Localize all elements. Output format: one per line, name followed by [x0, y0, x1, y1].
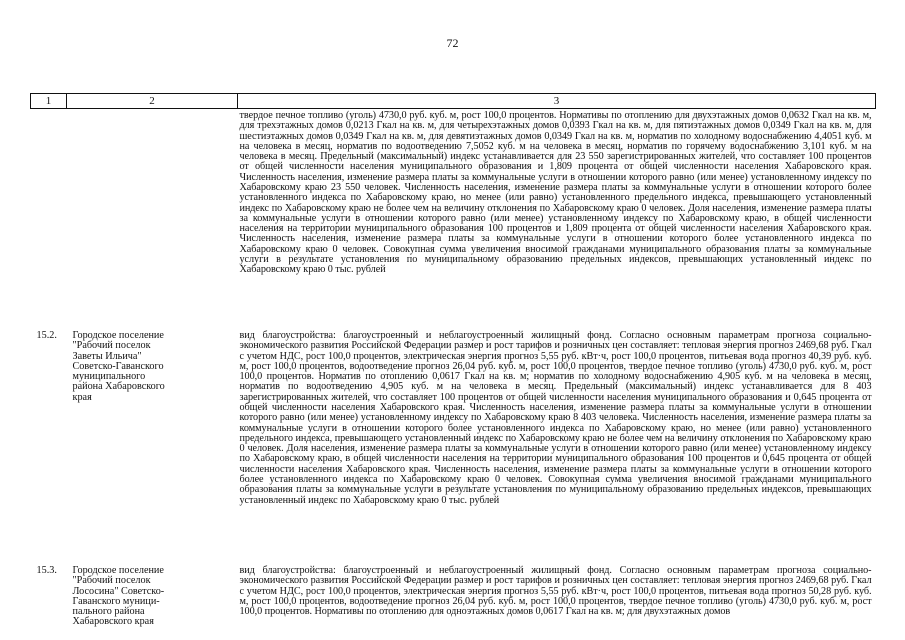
municipality-name: Городское поселение "Рабочий поселок Заветы Ильича" Советско-Гаванского муниципального района Хабаровского края	[72, 330, 165, 403]
table-row	[31, 323, 876, 556]
table-header-row	[31, 94, 876, 109]
page-number: 72	[446, 36, 459, 50]
column-header-2: 2	[67, 94, 238, 109]
municipality-name	[67, 109, 238, 324]
table-row	[31, 556, 876, 631]
table-row	[31, 109, 876, 324]
municipality-name: Городское поселение "Рабочий поселок Лососина" Советско- Гаванского муници- пального района Хабаровского края	[72, 565, 165, 628]
row-number: 15.3.	[36, 565, 57, 576]
tariff-table	[30, 93, 876, 631]
row-description: вид благоустройства: благоустроенный и неблагоустроенный жилищный фонд. Согласно основным параметрам прогноза социально-экономического развития Российской Федерации размер и рост тарифов и розничных цен составляет: тепловая энергия прогноз 2469,68 руб. Гкал с учетом НДС, рост 100,0 процентов, электрическая энергия прогноз 5,55 руб. кВт·ч, рост 100,0 процентов, питьевая вода прогноз 50,28 руб. куб. м, рост 100,0 процентов, водоотведение прогноз 26,04 руб. куб. м, рост 100,0 процентов, твердое печное топливо (уголь) 4730,0 руб. куб. м, рост 100,0 процентов. Нормативы по отоплению для одноэтажных домов 0,0617 Гкал на кв. м; для двухэтажных домов	[239, 565, 872, 618]
row-description: вид благоустройства: благоустроенный и неблагоустроенный жилищный фонд. Согласно основным параметрам прогноза социально-экономического развития Российской Федерации размер и рост тарифов и розничных цен составляет: тепловая энергия прогноз 2469,68 руб. Гкал с учетом НДС, рост 100,0 процентов, электрическая энергия прогноз 5,55 руб. кВт·ч, рост 100,0 процентов, питьевая вода прогноз 40,39 руб. куб. м, рост 100,0 процентов, водоотведение прогноз 26,04 руб. куб. м, рост 100,0 процентов, твердое печное топливо (уголь) 4730,0 руб. куб. м, рост 100,0 процентов. Норматив по отоплению 0,0617 Гкал на кв. м; норматив по холодному водоснабжению 4,905 куб. м на человека в месяц, норматив по водоотведению 4,905 куб. м на человека в месяц. Предельный (максимальный) индекс устанавливается для 8 403 зарегистрированных жителей, что составляет 100 процентов от общей численности населения муниципального образования и 0,645 процента от общей численности населения Хабаровского края. Численность населения, изменение размера платы за коммунальные услуги в отношении которого равно (или менее) установленному индексу по Хабаровскому краю 8 403 человека. Численность населения, изменение размера платы за коммунальные услуги в отношении которого более установленного индекса по Хабаровскому краю, но менее (или равно) установленного предельного индекса, превышающего установленный индекс по Хабаровскому краю не более чем на величину отклонения по Хабаровскому краю 0 человек. Доля населения, изменение размера платы за коммунальные услуги в отношении которого равно (или менее) установленному индексу по Хабаровскому краю, в общей численности населения на территории муниципального образования 100 процентов и 0,645 процента от общей численности населения Хабаровского края. Численность населения, изменение размера платы за коммунальные услуги в отношении которого более установленного индекса по Хабаровскому краю 0 человек. Совокупная сумма увеличения вносимой гражданами муниципального образования платы за коммунальные услуги в результате установления по муниципальному образованию предельных индексов, превышающих установленный индекс по Хабаровскому краю 0 тыс. рублей	[239, 330, 872, 506]
row-description: твердое печное топливо (уголь) 4730,0 руб. куб. м, рост 100,0 процентов. Нормативы по отоплению для двухэтажных домов 0,0632 Гкал на кв. м, для трехэтажных домов 0,0213 Гкал на кв. м, для четырехэтажных домов 0,0393 Гкал на кв. м, для пятиэтажных домов 0,0349 Гкал на кв. м, для шестиэтажных домов 0,0349 Гкал на кв. м, для девятиэтажных домов 0,0349 Гкал на кв. м, норматив по холодному водоснабжению 4,4051 куб. м на человека в месяц, норматив по водоотведению 7,5052 куб. м на человека в месяц, норматив по горячему водоснабжению 3,101 куб. м на человека в месяц. Предельный (максимальный) индекс устанавливается для 23 550 зарегистрированных жителей, что составляет 100 процентов от общей численности населения муниципального образования и 1,809 процента от общей численности населения Хабаровского края. Численность населения, изменение размера платы за коммунальные услуги в отношении которого равно (или менее) установленному индексу по Хабаровскому краю 23 550 человек. Численность населения, изменение размера платы за коммунальные услуги в отношении которого более установленного индекса по Хабаровскому краю, но менее (или равно) установленного предельного индекса, превышающего установленный индекс по Хабаровскому краю не более чем на величину отклонения по Хабаровскому краю 0 человек. Доля населения, изменение размера платы за коммунальные услуги в отношении которого равно (или менее) установленному индексу по Хабаровскому краю, в общей численности населения на территории муниципального образования 100 процентов и 1,809 процента от общей численности населения Хабаровского края. Численность населения, изменение размера платы за коммунальные услуги в отношении которого более установленного индекса по Хабаровскому краю 0 человек. Совокупная сумма увеличения вносимой гражданами муниципального образования платы за коммунальные услуги в результате установления по муниципальному образованию предельных индексов, превышающих установленный индекс по Хабаровскому краю 0 тыс. рублей	[239, 110, 872, 276]
row-number: 15.2.	[36, 330, 57, 341]
column-header-1: 1	[31, 94, 67, 109]
row-number	[31, 109, 67, 324]
column-header-3: 3	[238, 94, 876, 109]
